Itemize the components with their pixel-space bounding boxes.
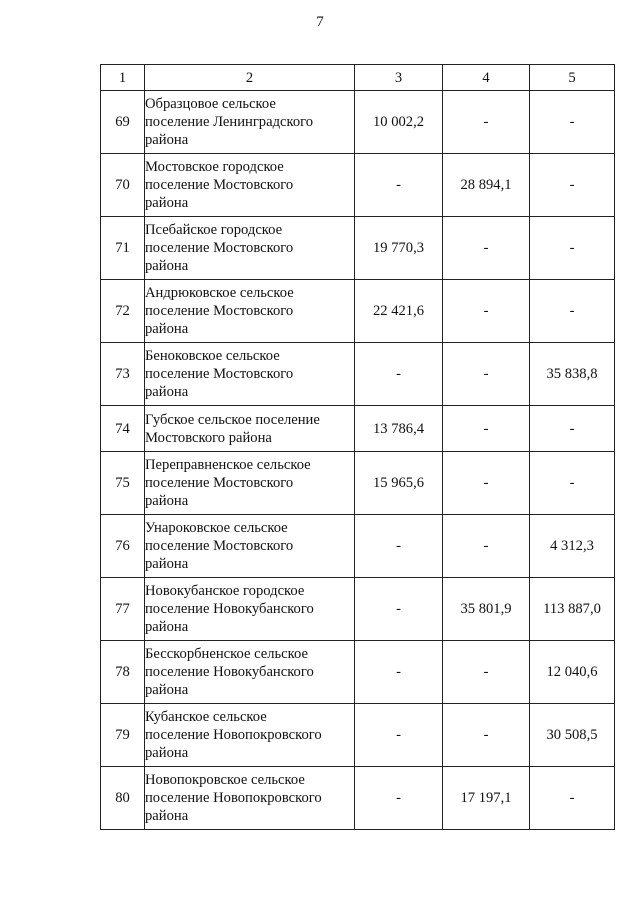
table-row [101, 515, 615, 578]
row-number: 77 [101, 578, 145, 641]
row-number: 74 [101, 406, 145, 452]
value-col-3: 15 965,6 [355, 452, 443, 515]
settlement-name: Андрюковское сельское поселение Мостовского района [145, 280, 355, 343]
value-col-3: - [355, 641, 443, 704]
value-col-5: - [530, 217, 615, 280]
column-header: 2 [145, 65, 355, 91]
table-row [101, 91, 615, 154]
value-col-4: - [443, 641, 530, 704]
page-number: 7 [316, 14, 324, 30]
value-col-4: - [443, 704, 530, 767]
column-header: 1 [101, 65, 145, 91]
settlement-name: Новопокровское сельское поселение Новопокровского района [145, 767, 355, 830]
column-header: 5 [530, 65, 615, 91]
row-number: 73 [101, 343, 145, 406]
value-col-5: - [530, 280, 615, 343]
value-col-3: - [355, 154, 443, 217]
table-row [101, 217, 615, 280]
row-number: 69 [101, 91, 145, 154]
table-row [101, 641, 615, 704]
settlement-name: Новокубанское городское поселение Новокубанского района [145, 578, 355, 641]
table-row [101, 343, 615, 406]
value-col-5: 35 838,8 [530, 343, 615, 406]
value-col-4: - [443, 406, 530, 452]
value-col-3: - [355, 767, 443, 830]
value-col-5: - [530, 767, 615, 830]
table-row [101, 154, 615, 217]
column-header: 3 [355, 65, 443, 91]
table-row [101, 578, 615, 641]
value-col-5: - [530, 91, 615, 154]
column-header: 4 [443, 65, 530, 91]
row-number: 76 [101, 515, 145, 578]
row-number: 70 [101, 154, 145, 217]
value-col-4: 35 801,9 [443, 578, 530, 641]
table-row [101, 406, 615, 452]
settlement-name: Образцовое сельское поселение Ленинградского района [145, 91, 355, 154]
settlement-name: Мостовское городское поселение Мостовского района [145, 154, 355, 217]
value-col-4: 17 197,1 [443, 767, 530, 830]
value-col-3: - [355, 704, 443, 767]
settlement-name: Переправненское сельское поселение Мостовского района [145, 452, 355, 515]
table-row [101, 280, 615, 343]
value-col-5: 30 508,5 [530, 704, 615, 767]
data-table [100, 64, 615, 830]
row-number: 72 [101, 280, 145, 343]
row-number: 75 [101, 452, 145, 515]
table-row [101, 452, 615, 515]
value-col-4: - [443, 515, 530, 578]
value-col-3: 10 002,2 [355, 91, 443, 154]
settlement-name: Унароковское сельское поселение Мостовского района [145, 515, 355, 578]
value-col-5: - [530, 452, 615, 515]
value-col-4: - [443, 217, 530, 280]
table-header-row [101, 65, 615, 91]
value-col-3: - [355, 578, 443, 641]
row-number: 78 [101, 641, 145, 704]
value-col-3: 13 786,4 [355, 406, 443, 452]
value-col-4: - [443, 452, 530, 515]
value-col-4: - [443, 343, 530, 406]
row-number: 71 [101, 217, 145, 280]
value-col-5: 12 040,6 [530, 641, 615, 704]
row-number: 79 [101, 704, 145, 767]
value-col-3: - [355, 515, 443, 578]
table-row [101, 767, 615, 830]
table-row [101, 704, 615, 767]
settlement-name: Губское сельское поселение Мостовского района [145, 406, 355, 452]
value-col-5: - [530, 406, 615, 452]
value-col-5: 4 312,3 [530, 515, 615, 578]
row-number: 80 [101, 767, 145, 830]
settlement-name: Беноковское сельское поселение Мостовского района [145, 343, 355, 406]
settlement-name: Бесскорбненское сельское поселение Новокубанского района [145, 641, 355, 704]
settlement-name: Псебайское городское поселение Мостовского района [145, 217, 355, 280]
settlement-name: Кубанское сельское поселение Новопокровского района [145, 704, 355, 767]
value-col-3: 22 421,6 [355, 280, 443, 343]
value-col-4: - [443, 280, 530, 343]
value-col-3: 19 770,3 [355, 217, 443, 280]
value-col-3: - [355, 343, 443, 406]
value-col-5: 113 887,0 [530, 578, 615, 641]
value-col-4: 28 894,1 [443, 154, 530, 217]
value-col-5: - [530, 154, 615, 217]
value-col-4: - [443, 91, 530, 154]
